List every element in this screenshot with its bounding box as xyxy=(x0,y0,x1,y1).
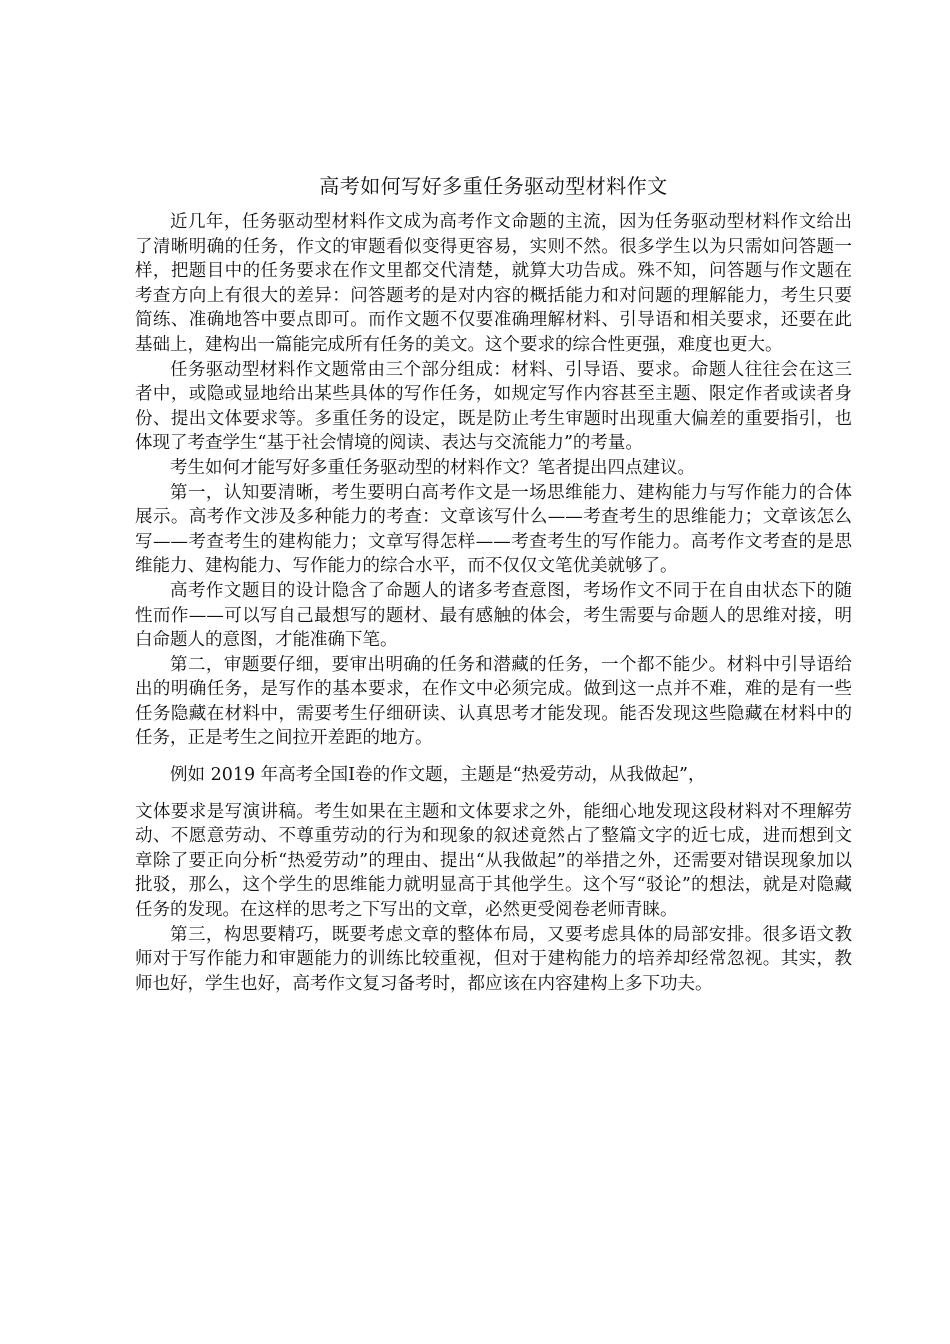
paragraph: 近几年，任务驱动型材料作文成为高考作文命题的主流，因为任务驱动型材料作文给出了清晰明确的任务，作文的审题看似变得更容易，实则不然。很多学生以为只需如问答题一样，把题目中的任务要求在作文里都交代清楚，就算大功告成。殊不知，问答题与作文题在考查方向上有很大的差异：问答题考的是对内容的概括能力和对问题的理解能力，考生只要简练、准确地答中要点即可。而作文题不仅要准确理解材料、引导语和相关要求，还要在此基础上，建构出一篇能完成所有任务的美文。这个要求的综合性更强，难度也更大。 xyxy=(135,212,852,355)
paragraph: 文体要求是写演讲稿。考生如果在主题和文体要求之外，能细心地发现这段材料对不理解劳动、不愿意劳动、不尊重劳动的行为和现象的叙述竟然占了整篇文字的近七成，进而想到文章除了要正向分析“热爱劳动”的理由、提出“从我做起”的举措之外，还需要对错误现象加以批驳，那么，这个学生的思维能力就明显高于其他学生。这个写“驳论”的想法，就是对隐藏任务的发现。在这样的思考之下写出的文章，必然更受阅卷老师青睐。 xyxy=(135,801,852,921)
paragraph: 例如 2019 年高考全国Ⅰ卷的作文题，主题是“热爱劳动，从我做起”， xyxy=(170,765,706,786)
document-title: 高考如何写好多重任务驱动型材料作文 xyxy=(319,174,668,198)
paragraph: 第二，审题要仔细，要审出明确的任务和潜藏的任务，一个都不能少。材料中引导语给出的明确任务，是写作的基本要求，在作文中必须完成。做到这一点并不难，难的是有一些任务隐藏在材料中，需要考生仔细研读、认真思考才能发现。能否发现这些隐藏在材料中的任务，正是考生之间拉开差距的地方。 xyxy=(135,654,852,749)
paragraph: 第三，构思要精巧，既要考虑文章的整体布局，又要考虑具体的局部安排。很多语文教师对于写作能力和审题能力的训练比较重视，但对于建构能力的培养却经常忽视。其实，教师也好，学生也好，高考作文复习备考时，都应该在内容建构上多下功夫。 xyxy=(135,924,852,994)
paragraph: 高考作文题目的设计隐含了命题人的诸多考查意图，考场作文不同于在自由状态下的随性而作——可以写自己最想写的题材、最有感触的体会，考生需要与命题人的思维对接，明白命题人的意图，才能准确下笔。 xyxy=(135,580,852,651)
paragraph: 考生如何才能写好多重任务驱动型的材料作文？笔者提出四点建议。 xyxy=(170,457,695,478)
paragraph: 第一，认知要清晰，考生要明白高考作文是一场思维能力、建构能力与写作能力的合体展示。高考作文涉及多种能力的考查：文章该写什么——考查考生的思维能力；文章该怎么写——考查考生的建构能力；文章写得怎样——考查考生的写作能力。高考作文考查的是思维能力、建构能力、写作能力的综合水平，而不仅仅文笔优美就够了。 xyxy=(135,482,852,577)
paragraph: 任务驱动型材料作文题常由三个部分组成：材料、引导语、要求。命题人往往会在这三者中，或隐或显地给出某些具体的写作任务，如规定写作内容甚至主题、限定作者或读者身份、提出文体要求等。多重任务的设定，既是防止考生审题时出现重大偏差的重要指引，也体现了考查学生“基于社会情境的阅读、表达与交流能力”的考量。 xyxy=(135,359,852,454)
document-body xyxy=(135,210,852,996)
